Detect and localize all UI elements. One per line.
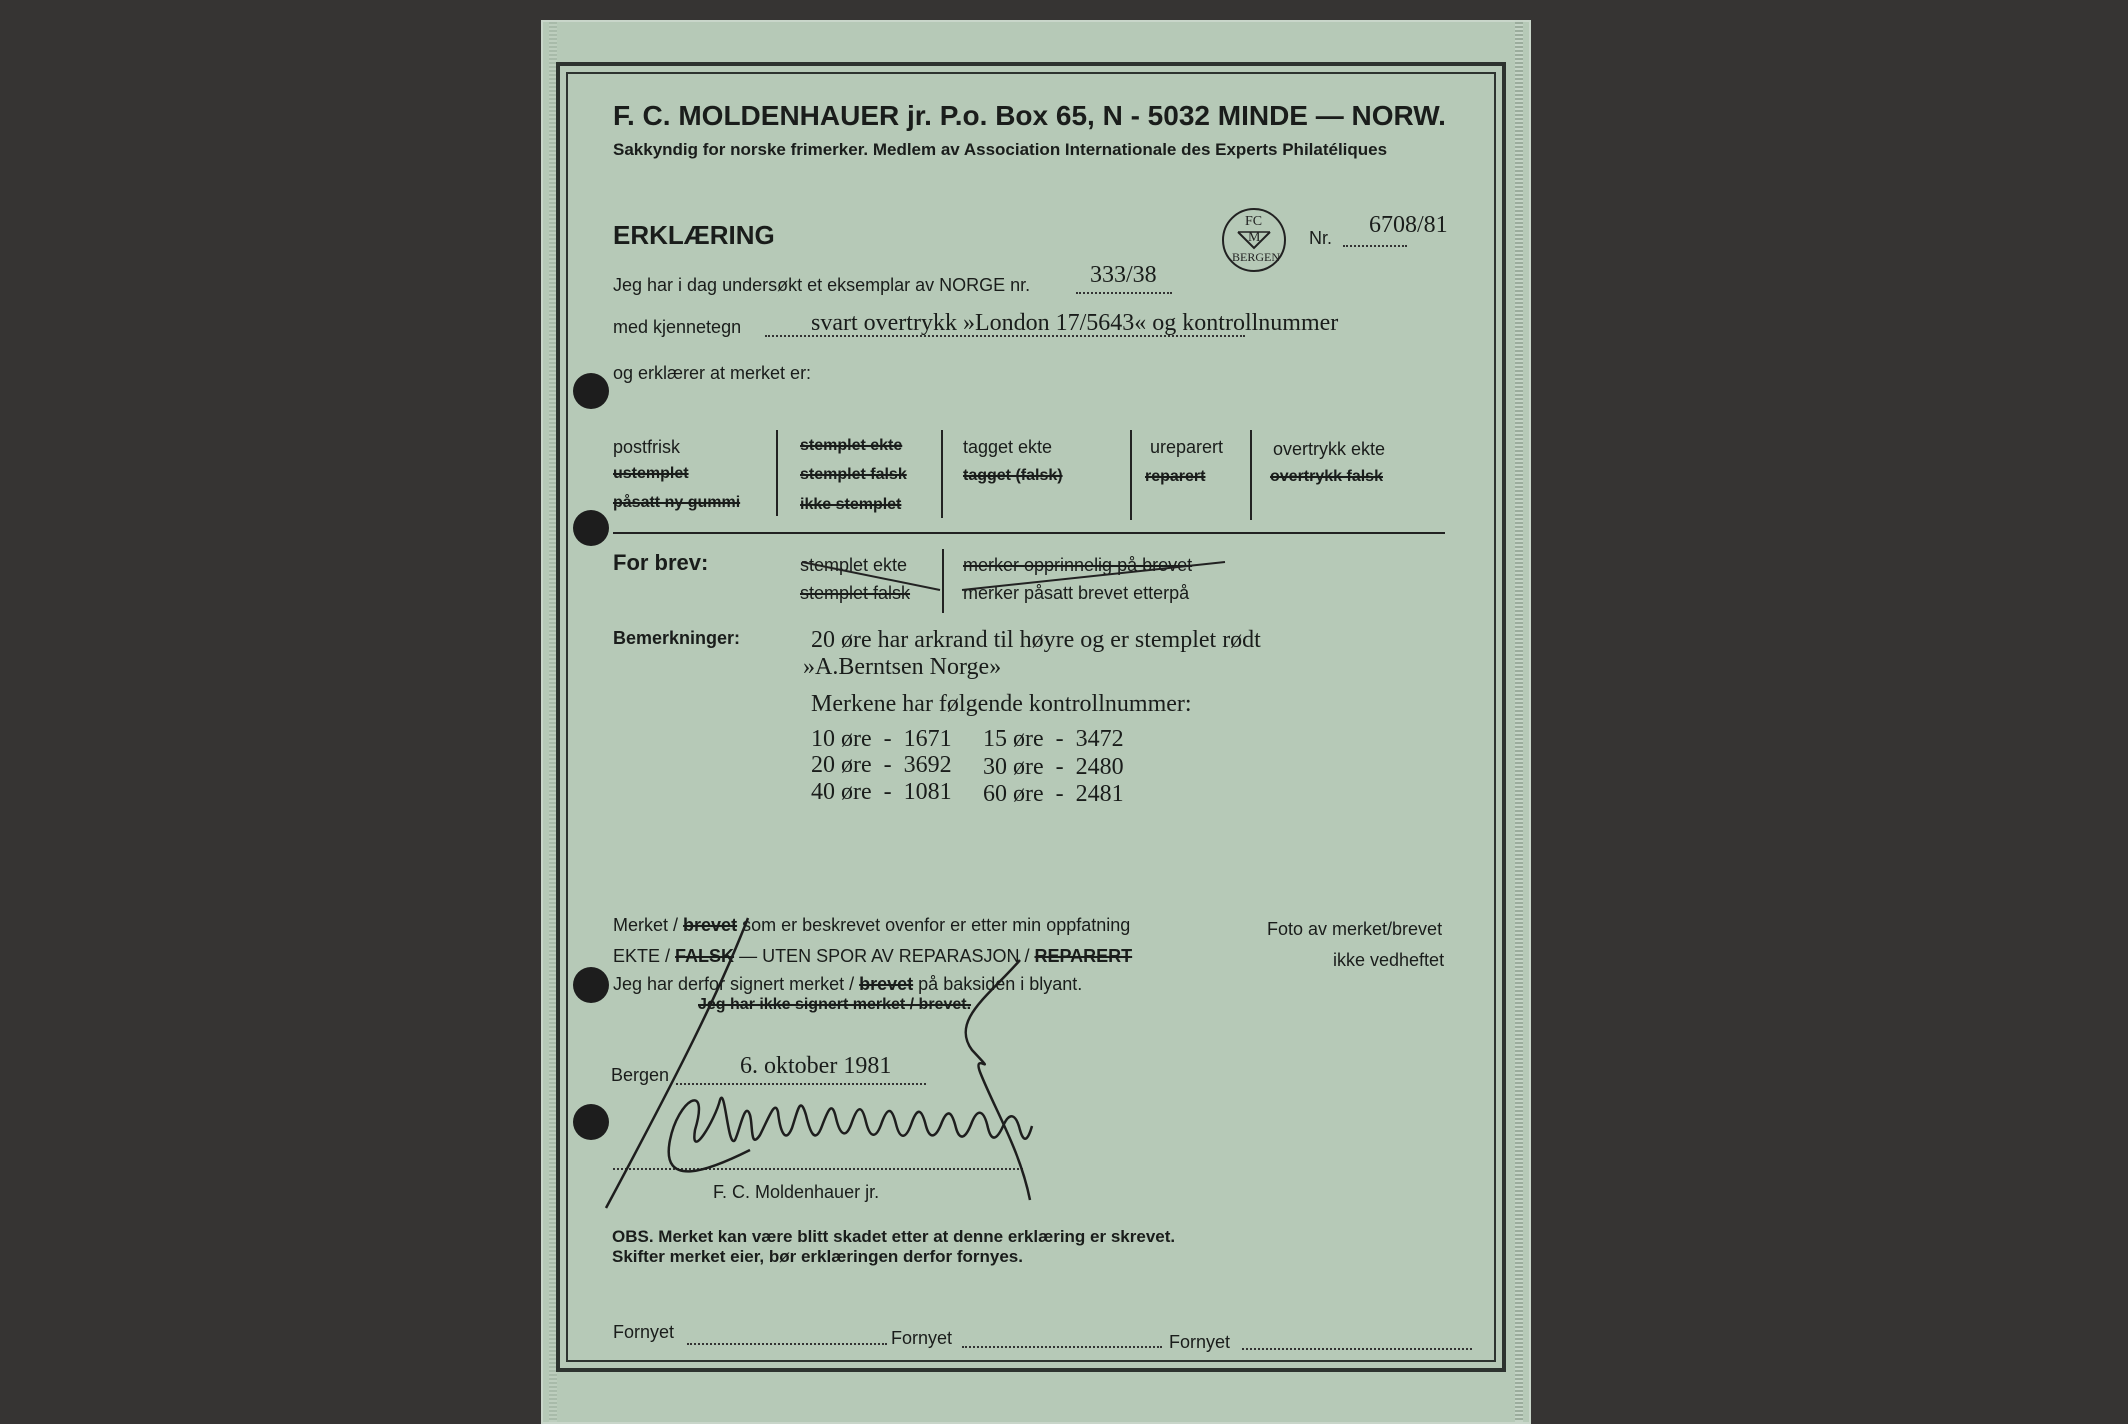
col5-crossed-1: overtrykk falsk [1270,468,1383,485]
control-number-row: 30 øre - 2480 [983,754,1124,780]
signatory-name: F. C. Moldenhauer jr. [713,1182,880,1202]
column-divider [776,430,778,516]
col4-crossed-1: reparert [1145,468,1206,485]
certificate-number: 6708/81 [1369,212,1448,238]
verdict-crossed-brevet-2: brevet [859,974,914,994]
verdict-ekte: EKTE / [613,946,671,966]
brev-opprinnelig: merker opprinnelig på brevet [963,555,1193,575]
col3-crossed-1: tagget (falsk) [963,467,1063,484]
col1-postfrisk: postfrisk [613,437,681,457]
verdict-crossed-falsk: FALSK [675,946,735,966]
verdict-signert: Jeg har derfor signert merket / [613,974,855,994]
control-number-row: 40 øre - 1081 [811,779,952,805]
features-label: med kjennetegn [613,317,742,337]
fornyet-label-1: Fornyet [613,1322,675,1342]
col3-tagget: tagget ekte [963,437,1053,457]
column-divider [1250,430,1252,520]
column-divider [1130,430,1132,520]
control-number-row: 15 øre - 3472 [983,726,1124,752]
stamp-letter: M [1248,230,1261,245]
obs-line-2: Skifter merket eier, bør erklæringen derfor fornyes. [612,1247,1023,1266]
stamp-city: BERGEN [1232,250,1280,264]
verdict-crossed-brevet: brevet [683,915,738,935]
brev-pasatt: merker påsatt brevet etterpå [963,583,1190,603]
control-number-row: 10 øre - 1671 [811,726,952,752]
verdict-text: som er beskrevet ovenfor er etter min oppfatning [742,915,1131,935]
col1-crossed-1: ustemplet [613,465,689,482]
fornyet-dots-3 [1242,1348,1472,1350]
control-number-row: 60 øre - 2481 [983,781,1124,807]
verdict-merket: Merket / [613,915,679,935]
control-number-row: 20 øre - 3692 [811,752,952,778]
column-divider [941,430,943,518]
col5-overtrykk: overtrykk ekte [1273,439,1386,459]
col2-crossed-1: stemplet falsk [800,466,907,483]
declares-label: og erklærer at merket er: [613,363,812,383]
verdict-blyant: på baksiden i blyant. [918,974,1083,994]
issue-date: 6. oktober 1981 [740,1053,892,1079]
verdict-crossed-line-4: Jeg har ikke signert merket / brevet. [698,996,972,1013]
examined-dots [1076,292,1172,294]
col4-ureparert: ureparert [1150,437,1224,457]
number-dots [1343,245,1407,247]
remarks-line-2: »A.Berntsen Norge» [803,654,1002,680]
company-subtitle: Sakkyndig for norske frimerker. Medlem av Association Internationale des Experts Philatéliques [613,140,1388,159]
stamp-initials: FC [1245,214,1263,229]
company-header: F. C. MOLDENHAUER jr. P.o. Box 65, N - 5032 MINDE — NORW. [613,100,1446,131]
foto-line-2: ikke vedheftet [1333,950,1445,970]
obs-line-1: OBS. Merket kan være blitt skadet etter at denne erklæring er skrevet. [612,1227,1176,1246]
remarks-label: Bemerkninger: [613,628,741,648]
remarks-line-1: 20 øre har arkrand til høyre og er stemplet rødt [811,627,1261,653]
place-label: Bergen [611,1065,670,1085]
col2-crossed-0: stemplet ekte [800,437,903,454]
remarks-line-3: Merkene har følgende kontrollnummer: [811,691,1192,717]
col1-crossed-2: påsatt ny gummi [613,494,741,511]
fornyet-label-3: Fornyet [1169,1332,1231,1352]
fornyet-dots-1 [687,1343,887,1345]
brev-cross-mark [800,560,950,594]
sleeve-seam-right [1515,22,1523,1422]
fornyet-dots-2 [962,1346,1162,1348]
bergen-stamp-logo [1222,208,1286,272]
verdict-crossed-reparert: REPARERT [1034,946,1133,966]
fornyet-label-2: Fornyet [891,1328,953,1348]
catalogue-number: 333/38 [1090,262,1157,288]
brev-stemplet-falsk: stemplet falsk [800,583,911,603]
verdict-reparasjon: — UTEN SPOR AV REPARASJON / [739,946,1030,966]
handwritten-signature [600,900,1160,1230]
brev-stemplet-ekte: stemplet ekte [800,555,908,575]
foto-line-1: Foto av merket/brevet [1267,919,1443,939]
brev-cross-mark [960,560,1230,594]
table-rule [613,532,1445,534]
for-brev-label: For brev: [613,550,709,575]
document-title: ERKLÆRING [613,220,775,250]
examined-label: Jeg har i dag undersøkt et eksemplar av NORGE nr. [613,275,1031,295]
features-value: svart overtrykk »London 17/5643« og kontrollnummer [811,310,1339,336]
number-label: Nr. [1309,228,1333,248]
col2-crossed-2: ikke stemplet [800,496,902,513]
